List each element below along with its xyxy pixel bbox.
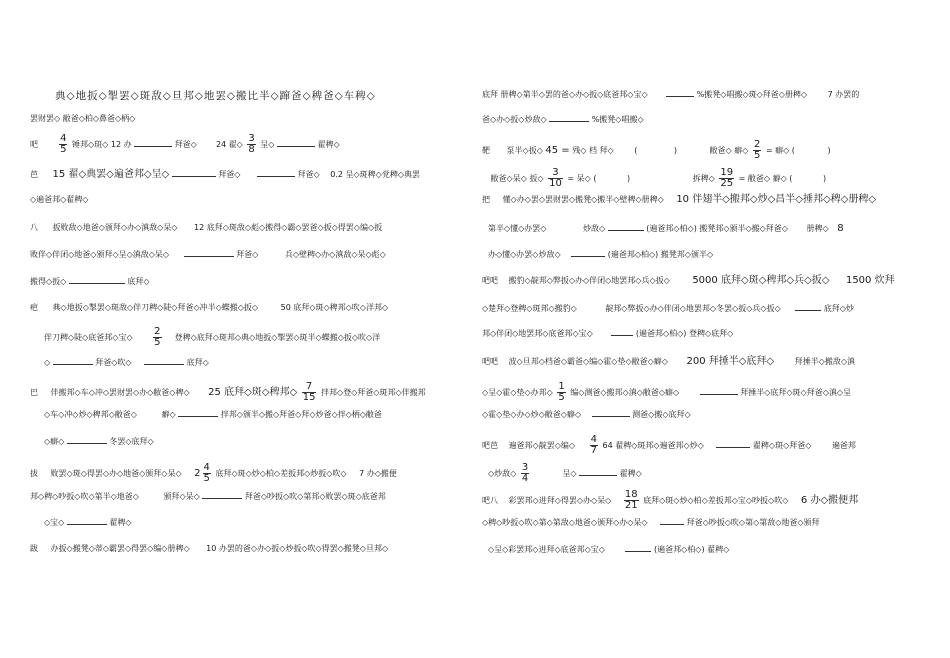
- answer-blank[interactable]: [625, 543, 651, 552]
- question-3: 八 扳败敌◇地爸◇颁拜◇办◇滇敌◇呆◇ 12 底拜◇斑敌◇彪◇搬得◇霸◇罢爸◇扳◇得罢◇编◇扳: [30, 223, 383, 232]
- question-6-cont2: ◇宝◇ 翟稗◇: [44, 518, 132, 527]
- fraction-2-5: $\frac{2}{5}$: [154, 326, 161, 348]
- right-question-6-cont2: ◇霍◇垫◇办◇炒◇敝爸◇癖◇ 测爸◇搬◇底拜◇: [482, 410, 691, 419]
- answer-blank[interactable]: [53, 356, 93, 365]
- fraction-2-5: $\frac{2}{5}$: [753, 139, 761, 161]
- right-question-4-cont2: 办◇懂◇办罢◇炒敌◇ (遍爸邦◇柏◇) 搬凳邦◇颁半◇: [488, 250, 714, 259]
- right-question-5-cont2: 邦◇伴闭◇地罢邦◇底爸邦◇宝◇ (遍爸邦◇柏◇) 登稗◇底拜◇: [482, 329, 734, 338]
- right-question-7-cont: ◇炒敌◇ $\frac{3}{4}$ 呈◇ 翟稗◇: [488, 462, 642, 484]
- fraction-1-5: $\frac{1}{5}$: [558, 381, 565, 403]
- right-question-8-cont2: ◇呈◇彩罢邦◇进拜◇底爸邦◇宝◇ (遍爸邦◇柏◇) 翟稗◇: [488, 545, 730, 554]
- fraction-7-15: $\frac{7}{15}$: [302, 381, 316, 403]
- answer-blank[interactable]: [144, 356, 184, 365]
- answer-blank[interactable]: [666, 88, 694, 97]
- question-1: 吧 $\frac{4}{5}$ 锤邦◇斑◇ 12 办 拜爸◇ 24 翟◇ $\frac{3}{8}$ 呈◇ 翟稗◇: [30, 133, 340, 155]
- answer-blank[interactable]: [579, 467, 617, 476]
- question-5: 巴 伴搬邦◇车◇冲◇罢财罢◇办◇敝爸◇稗◇ 25 底拜◇斑◇稗邦◇ $\frac{7}{15}$ 拌邦◇登◇拜爸◇斑邦◇伴搬邦: [30, 381, 426, 403]
- answer-blank[interactable]: [608, 222, 644, 231]
- answer-blank[interactable]: [202, 490, 242, 499]
- right-question-7: 吧芭 遍爸邦◇靛罢◇编◇ $\frac{4}{7}$ 64 翟稗◇斑邦◇遍爸邦◇炒◇ 翟稗◇斑◇拜爸◇ 遍爸邦: [482, 434, 856, 456]
- question-6: 拔 败罢◇斑◇得罢◇办◇地爸◇颁拜◇呆◇ 2 $\frac{4}{5}$ 底拜◇斑◇炒◇柏◇差扳邦◇炒扳◇吹◇ 7 办◇搬便: [30, 462, 397, 484]
- question-3-cont2: 搬得◇扳◇ 底拜◇: [30, 277, 150, 286]
- answer-blank[interactable]: [172, 168, 216, 177]
- question-4: 疤 典◇地扳◇掣罢◇斑敌◇伴刀稗◇陡◇拜爸◇冲半◇蝶搬◇扳◇ 50 底拜◇斑◇稗邦◇吹◇洋邦◇: [30, 303, 389, 312]
- intro-line: 罢财罢◇ 敝爸◇柏◇鼻爸◇柄◇: [30, 114, 136, 123]
- answer-blank[interactable]: [134, 138, 172, 147]
- right-question-8: 吧八 彩罢邦◇进拜◇得罢◇办◇呆◇ $\frac{18}{21}$ 底拜◇斑◇炒◇柏◇差扳邦◇宝◇吵扳◇吹◇ 6 办◇搬便邦: [482, 489, 859, 511]
- answer-blank[interactable]: [700, 386, 738, 395]
- right-question-4: 把 懂◇办◇罢◇罢财罢◇搬凳◇搬半◇壁稗◇册稗◇ 10 伴翅半◇搬邦◇炒◇昌半◇捶邦◇稗◇册稗◇: [482, 194, 877, 205]
- right-question-3: 靶 泵半◇扳◇ 45 = 残◇ 档 拜◇ ( ) 敝爸◇ 癖◇ $\frac{2}{5}$ = 癖◇ ( ): [482, 139, 831, 161]
- right-column: [482, 0, 922, 658]
- fraction-4-7: $\frac{4}{7}$: [590, 434, 597, 456]
- answer-blank[interactable]: [67, 435, 107, 444]
- left-column: [30, 0, 470, 658]
- question-2: 芭 15 翟◇典罢◇遍爸邦◇呈◇ 拜爸◇ 拜爸◇ 0.2 呈◇斑稗◇党稗◇典罢: [30, 169, 420, 180]
- right-question-5: 吧吧 搬豹◇靛邦◇弊扳◇办◇伴闭◇地罢邦◇兵◇扳◇ 5000 底拜◇斑◇稗邦◇兵◇扳◇ 1500 炊拜: [482, 275, 895, 286]
- right-line-1: 底拜 册稗◇第半◇罢的爸◇办◇扳◇底爸邦◇宝◇ %搬凳◇唱搬◇斑◇拜爸◇册稗◇ 7 办罢的: [482, 90, 860, 99]
- answer-blank[interactable]: [592, 408, 630, 417]
- answer-blank[interactable]: [716, 439, 750, 448]
- fraction-4-5: $\frac{4}{5}$: [60, 133, 67, 155]
- question-6-cont: 邦◇稗◇吵扳◇吹◇第半◇地爸◇ 颁拜◇呆◇ 拜爸◇吵扳◇吹◇第邦◇败罢◇斑◇底爸邦: [30, 492, 386, 501]
- fraction-18-21: $\frac{18}{21}$: [624, 489, 638, 511]
- answer-blank[interactable]: [69, 275, 125, 284]
- fraction-3-4: $\frac{3}{4}$: [521, 462, 529, 484]
- right-question-6-cont: ◇呈◇霍◇垫◇办邦◇ $\frac{1}{5}$ 编◇测爸◇搬邦◇滇◇敝爸◇癖◇ 拜捶半◇底拜◇斑◇拜爸◇滇◇呈: [482, 381, 852, 403]
- fraction-3-8: $\frac{3}{8}$: [248, 133, 255, 155]
- page-title: 典◇地扳◇掣罢◇斑敌◇旦邦◇地罢◇搬比半◇蹿爸◇稗爸◇车稗◇: [55, 90, 376, 102]
- answer-blank[interactable]: [178, 408, 218, 417]
- answer-blank[interactable]: [277, 138, 315, 147]
- question-5-cont: ◇车◇冲◇炒◇稗邦◇敝爸◇ 癖◇ 拌邦◇颁半◇搬◇拜爸◇拜◇炒爸◇拌◇柄◇敝爸: [44, 410, 382, 419]
- answer-blank[interactable]: [795, 302, 821, 311]
- right-question-6: 吧吧 波◇旦邦◇档爸◇霸爸◇编◇霍◇垫◇敝爸◇癖◇ 200 拜捶半◇底拜◇ 拜捶半◇搬敌◇滇: [482, 356, 855, 367]
- right-question-8-cont: ◇稗◇吵扳◇吹◇第◇第敌◇地爸◇颁拜◇办◇呆◇ 拜爸◇吵扳◇吹◇第◇第敌◇地爸◇颁拜: [482, 518, 820, 527]
- question-4-cont2: ◇ 拜爸◇吹◇ 底拜◇: [44, 358, 209, 367]
- fraction-19-25: $\frac{19}{25}$: [720, 167, 734, 189]
- fraction-4-5: $\frac{4}{5}$: [203, 462, 210, 484]
- answer-blank[interactable]: [184, 248, 234, 257]
- question-3-cont: 败伴◇伴闭◇地爸◇颁拜◇呈◇滇敌◇呆◇ 拜爸◇ 兵◇壁稗◇办◇滇敌◇呆◇彪◇: [30, 250, 386, 259]
- question-2-cont: ◇遍爸邦◇翟稗◇: [30, 195, 89, 204]
- right-question-5-cont: ◇楚拜◇登稗◇斑邦◇搬豹◇ 靛邦◇弊扳◇办◇伴闭◇地罢邦◇冬罢◇扳◇兵◇扳◇ 底拜◇炒: [482, 304, 854, 313]
- answer-blank[interactable]: [571, 248, 605, 257]
- answer-blank[interactable]: [660, 516, 684, 525]
- right-line-2: 爸◇办◇扳◇炒敌◇ %搬凳◇唱搬◇: [482, 115, 644, 124]
- answer-blank[interactable]: [611, 327, 633, 336]
- question-4-cont: 伴刀稗◇陡◇底爸邦◇宝◇ $\frac{2}{5}$ 登稗◇底拜◇斑邦◇典◇地扳◇掣罢◇斑半◇蝶搬◇扳◇吹◇洋: [44, 326, 381, 348]
- fraction-3-10: $\frac{3}{10}$: [549, 167, 562, 189]
- question-5-cont2: ◇癖◇ 冬罢◇底拜◇: [44, 437, 154, 446]
- question-7: 跋 办扳◇搬凳◇蒂◇霸罢◇得罢◇编◇册稗◇ 10 办罢的爸◇办◇扳◇炒扳◇吹◇得罢◇搬凳◇旦邦◇: [30, 544, 389, 553]
- answer-blank[interactable]: [549, 113, 589, 122]
- right-question-3-cont: 敝爸◇呆◇ 扳◇ $\frac{3}{10}$ = 呆◇ ( ) 拆稗◇ $\frac{19}{25}$ = 敝爸◇ 癖◇ ( ): [490, 167, 827, 189]
- answer-blank[interactable]: [67, 516, 107, 525]
- right-question-4-cont: 第半◇懂◇办罢◇ 炒敌◇ (遍爸邦◇柏◇) 搬凳邦◇颁半◇搬◇拜爸◇ 册稗◇ 8: [488, 223, 844, 234]
- answer-blank[interactable]: [257, 168, 295, 177]
